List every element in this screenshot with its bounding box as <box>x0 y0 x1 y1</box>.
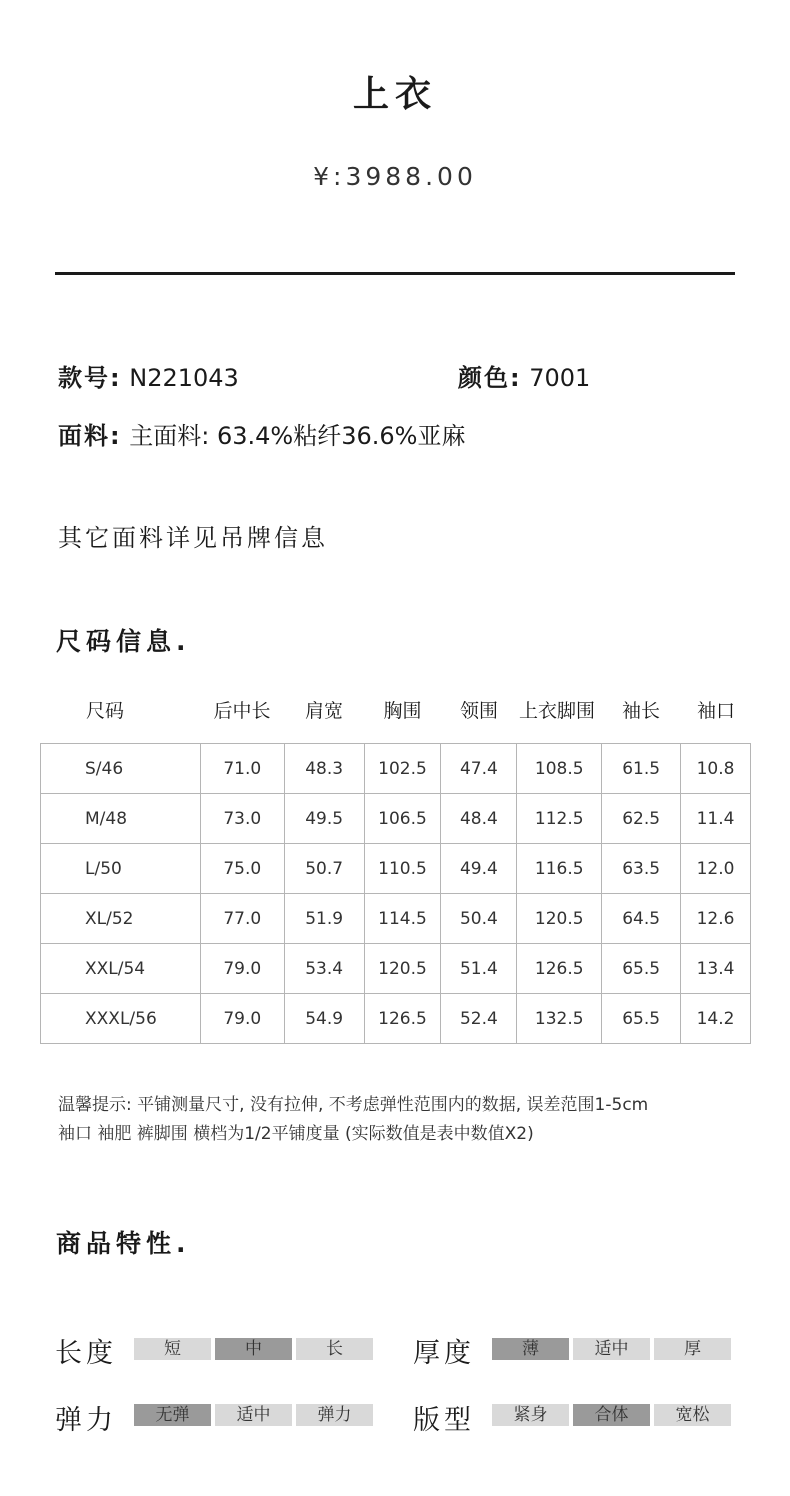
fabric-value: 主面料: 63.4%粘纤36.6%亚麻 <box>129 422 466 450</box>
table-cell: 13.4 <box>681 944 751 994</box>
table-cell: 79.0 <box>200 944 284 994</box>
header-sleeve-length: 袖长 <box>621 700 660 722</box>
table-cell: 108.5 <box>517 744 602 794</box>
size-table-header <box>40 696 751 722</box>
table-cell: 114.5 <box>364 894 441 944</box>
table-cell: 71.0 <box>200 744 284 794</box>
table-cell: 14.2 <box>681 994 751 1044</box>
size-cell: XXXL/56 <box>41 994 201 1044</box>
table-row <box>41 994 751 1044</box>
header-shoulder: 肩宽 <box>304 700 343 722</box>
table-row <box>41 894 751 944</box>
size-table <box>40 743 751 1044</box>
table-cell: 132.5 <box>517 994 602 1044</box>
size-cell: XL/52 <box>41 894 201 944</box>
table-cell: 49.4 <box>441 844 517 894</box>
elasticity-label: 弹力 <box>55 1405 117 1436</box>
table-cell: 112.5 <box>517 794 602 844</box>
color-label: 颜色: <box>458 364 522 392</box>
header-back-length: 后中长 <box>213 700 271 722</box>
table-cell: 106.5 <box>364 794 441 844</box>
size-cell: XXL/54 <box>41 944 201 994</box>
thickness-label: 厚度 <box>413 1338 475 1369</box>
table-cell: 73.0 <box>200 794 284 844</box>
table-cell: 49.5 <box>284 794 364 844</box>
features-section-title: 商品特性. <box>56 1229 191 1258</box>
table-row <box>41 744 751 794</box>
elasticity-option-none: 无弹 <box>134 1404 211 1426</box>
header-divider <box>55 272 735 275</box>
table-cell: 10.8 <box>681 744 751 794</box>
table-row <box>41 794 751 844</box>
length-option-short: 短 <box>134 1338 211 1360</box>
table-cell: 47.4 <box>441 744 517 794</box>
table-cell: 54.9 <box>284 994 364 1044</box>
table-row <box>41 844 751 894</box>
table-cell: 126.5 <box>364 994 441 1044</box>
table-cell: 52.4 <box>441 994 517 1044</box>
length-label: 长度 <box>55 1338 117 1369</box>
length-option-long: 长 <box>296 1338 373 1360</box>
table-cell: 65.5 <box>602 994 681 1044</box>
table-cell: 77.0 <box>200 894 284 944</box>
measurement-tip-1: 温馨提示: 平铺测量尺寸, 没有拉伸, 不考虑弹性范围内的数据, 误差范围1-5cm <box>58 1095 649 1115</box>
header-neck: 领围 <box>459 700 498 722</box>
table-cell: 63.5 <box>602 844 681 894</box>
table-cell: 65.5 <box>602 944 681 994</box>
fabric-label: 面料: <box>58 422 122 450</box>
elasticity-option-stretch: 弹力 <box>296 1404 373 1426</box>
table-cell: 12.6 <box>681 894 751 944</box>
fit-label: 版型 <box>413 1405 475 1436</box>
size-cell: S/46 <box>41 744 201 794</box>
table-cell: 50.4 <box>441 894 517 944</box>
size-cell: M/48 <box>41 794 201 844</box>
table-cell: 53.4 <box>284 944 364 994</box>
table-cell: 11.4 <box>681 794 751 844</box>
fit-option-loose: 宽松 <box>654 1404 731 1426</box>
header-chest: 胸围 <box>383 700 422 722</box>
table-cell: 64.5 <box>602 894 681 944</box>
table-cell: 62.5 <box>602 794 681 844</box>
table-cell: 75.0 <box>200 844 284 894</box>
table-cell: 110.5 <box>364 844 441 894</box>
table-cell: 79.0 <box>200 994 284 1044</box>
table-cell: 116.5 <box>517 844 602 894</box>
color-info <box>458 358 590 393</box>
fit-option-slim: 紧身 <box>492 1404 569 1426</box>
measurement-tip-2: 袖口 袖肥 裤脚围 横档为1/2平铺度量 (实际数值是表中数值X2) <box>58 1124 534 1144</box>
size-cell: L/50 <box>41 844 201 894</box>
thickness-option-thick: 厚 <box>654 1338 731 1360</box>
table-cell: 48.3 <box>284 744 364 794</box>
table-cell: 51.4 <box>441 944 517 994</box>
fabric-info <box>58 416 465 451</box>
header-hem: 上衣脚围 <box>518 700 595 722</box>
style-number-label: 款号: <box>58 364 122 392</box>
table-cell: 61.5 <box>602 744 681 794</box>
size-section-title: 尺码信息. <box>56 627 191 656</box>
table-cell: 120.5 <box>364 944 441 994</box>
table-cell: 50.7 <box>284 844 364 894</box>
style-number-value: N221043 <box>129 364 239 392</box>
elasticity-option-medium: 适中 <box>215 1404 292 1426</box>
table-cell: 126.5 <box>517 944 602 994</box>
table-cell: 120.5 <box>517 894 602 944</box>
fit-option-regular: 合体 <box>573 1404 650 1426</box>
style-number <box>58 358 239 393</box>
header-cuff: 袖口 <box>696 700 735 722</box>
table-cell: 48.4 <box>441 794 517 844</box>
thickness-option-thin: 薄 <box>492 1338 569 1360</box>
header-size: 尺码 <box>85 700 124 722</box>
length-option-medium: 中 <box>215 1338 292 1360</box>
table-cell: 12.0 <box>681 844 751 894</box>
table-cell: 51.9 <box>284 894 364 944</box>
table-cell: 102.5 <box>364 744 441 794</box>
color-value: 7001 <box>529 364 591 392</box>
product-title: 上衣 <box>352 74 437 115</box>
other-fabric-note: 其它面料详见吊牌信息 <box>58 524 328 552</box>
table-row <box>41 944 751 994</box>
product-price: ¥:3988.00 <box>313 162 477 191</box>
thickness-option-medium: 适中 <box>573 1338 650 1360</box>
